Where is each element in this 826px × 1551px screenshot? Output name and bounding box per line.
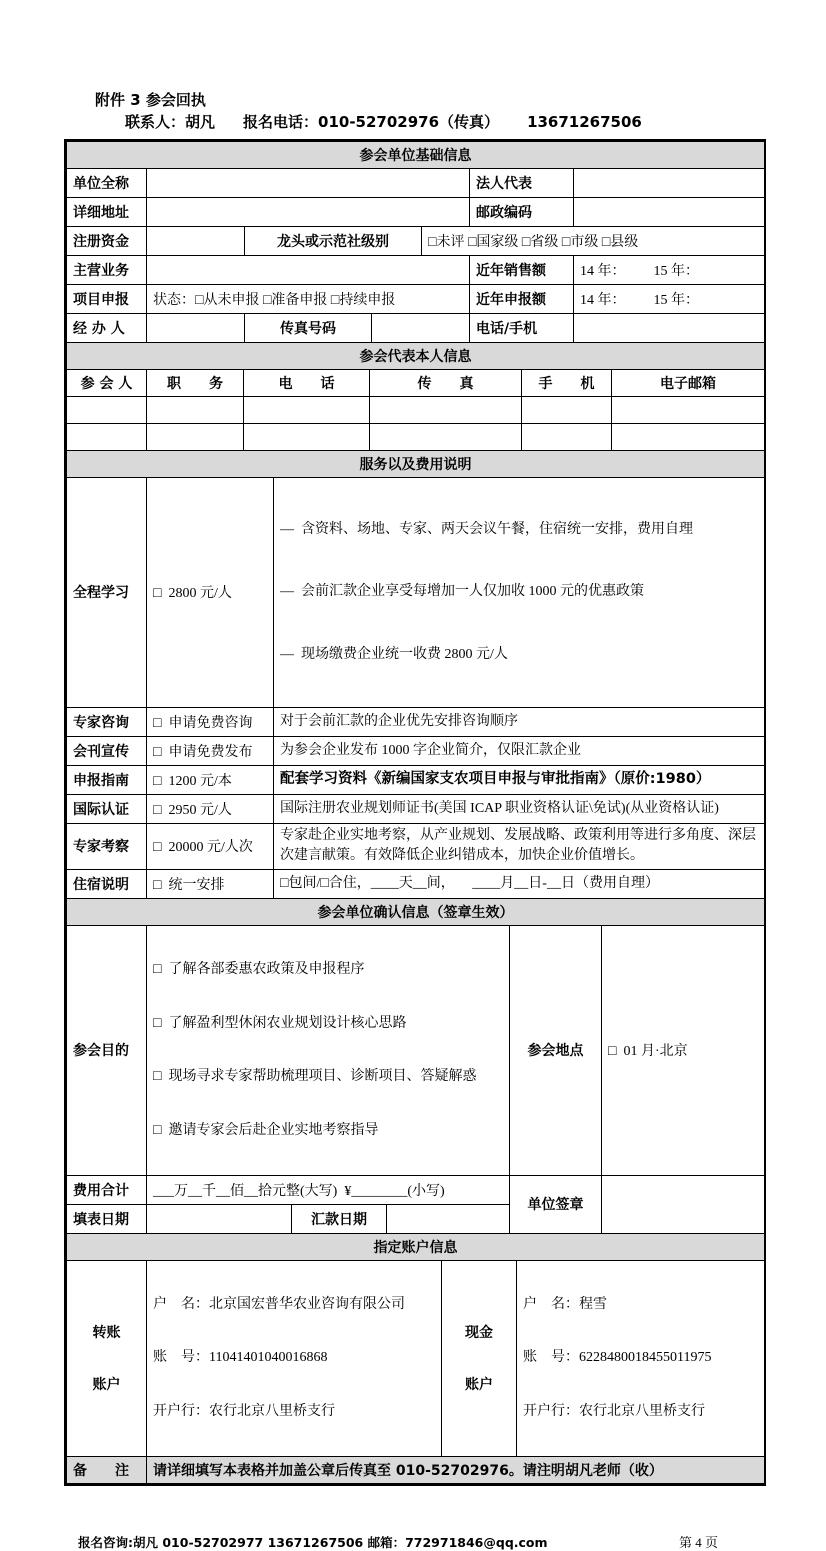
agent-input[interactable] <box>147 313 245 342</box>
delegate-col-name: 参 会 人 <box>67 369 147 396</box>
transfer-account-number: 账 号：11041401040016868 <box>153 1350 328 1366</box>
transfer-account-name: 户 名：北京国宏普华农业咨询有限公司 <box>153 1296 405 1312</box>
delegate1-fax-input[interactable] <box>370 396 522 423</box>
project-status-checkboxes[interactable]: 状态：□从未申报 □准备申报 □持续申报 <box>147 284 470 313</box>
capital-input[interactable] <box>147 226 245 255</box>
capital-label: 注册资金 <box>67 226 147 255</box>
delegate2-phone-input[interactable] <box>244 423 370 450</box>
tel-label: 电话/手机 <box>470 313 574 342</box>
apply-amount-label: 近年申报额 <box>470 284 574 313</box>
service-lodging-desc[interactable]: □包间/□合住，____天__间， ____月__日-__日（费用自理） <box>274 869 765 898</box>
postcode-label: 邮政编码 <box>470 197 574 226</box>
delegate2-position-input[interactable] <box>147 423 244 450</box>
service-consult-checkbox[interactable]: □ 申请免费咨询 <box>147 707 274 736</box>
section-header-basic: 参会单位基础信息 <box>67 141 765 168</box>
venue-checkbox[interactable]: □ 01 月·北京 <box>602 925 765 1175</box>
section-header-delegate: 参会代表本人信息 <box>67 342 765 369</box>
footer-contact-info: 报名咨询:胡凡 010-52702977 13671267506 邮箱：772971846@qq.com <box>78 1534 548 1550</box>
service-study-desc-line2: — 会前汇款企业享受每增加一人仅加收 1000 元的优惠政策 <box>280 584 644 600</box>
service-study-desc-line3: — 现场缴费企业统一收费 2800 元/人 <box>280 646 508 662</box>
cash-account-bank: 开户行：农行北京八里桥支行 <box>523 1404 705 1420</box>
seal-area[interactable] <box>602 1175 765 1233</box>
account-table <box>66 1233 765 1484</box>
total-fee-input[interactable]: ___万__千__佰__拾元整(大写) ¥________(小写) <box>147 1175 510 1204</box>
delegate1-position-input[interactable] <box>147 396 244 423</box>
service-journal-label: 会刊宣传 <box>67 736 147 765</box>
agent-label: 经 办 人 <box>67 313 147 342</box>
purpose-option-3[interactable]: □ 现场寻求专家帮助梳理项目、诊断项目、答疑解惑 <box>153 1069 477 1085</box>
delegate1-mobile-input[interactable] <box>522 396 612 423</box>
service-lodging-checkbox[interactable]: □ 统一安排 <box>147 869 274 898</box>
note-text: 请详细填写本表格并加盖公章后传真至 010-52702976。请注明胡凡老师（收） <box>147 1456 765 1483</box>
tel-input[interactable] <box>574 313 765 342</box>
transfer-account-label-line2: 账户 <box>92 1377 121 1394</box>
section-header-services: 服务以及费用说明 <box>67 450 765 477</box>
delegate2-mobile-input[interactable] <box>522 423 612 450</box>
service-guide-label: 申报指南 <box>67 765 147 794</box>
leader-level-label: 龙头或示范社级别 <box>245 226 422 255</box>
purpose-checkboxes <box>147 925 510 1175</box>
service-journal-desc: 为参会企业发布 1000 字企业简介，仅限汇款企业 <box>274 736 765 765</box>
cash-account-details <box>517 1260 765 1456</box>
address-label: 详细地址 <box>67 197 147 226</box>
address-input[interactable] <box>147 197 470 226</box>
section-header-confirm: 参会单位确认信息（签章生效） <box>67 898 765 925</box>
contact-name: 联系人：胡凡 <box>125 113 216 131</box>
purpose-option-1[interactable]: □ 了解各部委惠农政策及申报程序 <box>153 961 365 977</box>
delegate-col-fax: 传 真 <box>370 369 522 396</box>
seal-label: 单位签章 <box>510 1175 602 1233</box>
venue-label: 参会地点 <box>510 925 602 1175</box>
service-study-desc-line1: — 含资料、场地、专家、两天会议午餐，住宿统一安排，费用自理 <box>280 522 693 538</box>
contact-line <box>125 111 826 134</box>
main-business-input[interactable] <box>147 255 470 284</box>
delegate1-name-input[interactable] <box>67 396 147 423</box>
service-cert-desc: 国际注册农业规划师证书(美国 ICAP 职业资格认证\免试)(从业资格认证) <box>274 794 765 823</box>
leader-level-checkboxes[interactable]: □未评 □国家级 □省级 □市级 □县级 <box>422 226 765 255</box>
transfer-account-label-line1: 转账 <box>92 1325 121 1342</box>
service-guide-desc: 配套学习资料《新编国家支农项目申报与审批指南》（原价:1980） <box>274 765 765 794</box>
confirm-table <box>66 898 765 1234</box>
unit-name-label: 单位全称 <box>67 168 147 197</box>
sales-label: 近年销售额 <box>470 255 574 284</box>
delegate2-name-input[interactable] <box>67 423 147 450</box>
form-date-input[interactable] <box>147 1204 292 1233</box>
cash-account-label-line1: 现金 <box>465 1325 493 1342</box>
registration-form <box>64 139 766 1486</box>
delegate-row-1 <box>67 396 765 423</box>
transfer-account-label <box>67 1260 147 1456</box>
transfer-account-details <box>147 1260 442 1456</box>
fax-input[interactable] <box>372 313 470 342</box>
service-consult-desc: 对于会前汇款的企业优先安排咨询顺序 <box>274 707 765 736</box>
services-table <box>66 450 765 899</box>
delegate1-email-input[interactable] <box>612 396 765 423</box>
remit-date-label: 汇款日期 <box>292 1204 387 1233</box>
delegate-row-2 <box>67 423 765 450</box>
service-study-checkbox[interactable]: □ 2800 元/人 <box>147 477 274 707</box>
fax-label: 传真号码 <box>245 313 372 342</box>
cash-account-label <box>442 1260 517 1456</box>
service-visit-label: 专家考察 <box>67 823 147 869</box>
service-guide-checkbox[interactable]: □ 1200 元/本 <box>147 765 274 794</box>
delegate-col-mobile: 手 机 <box>522 369 612 396</box>
legal-rep-label: 法人代表 <box>470 168 574 197</box>
cash-account-label-line2: 账户 <box>465 1377 493 1394</box>
service-consult-label: 专家咨询 <box>67 707 147 736</box>
delegate-table <box>66 342 765 451</box>
doc-footer <box>78 1532 718 1551</box>
unit-name-input[interactable] <box>147 168 470 197</box>
delegate2-fax-input[interactable] <box>370 423 522 450</box>
phone-label: 报名电话：010-52702976（传真） <box>243 113 500 131</box>
service-lodging-label: 住宿说明 <box>67 869 147 898</box>
service-visit-desc: 专家赴企业实地考察，从产业规划、发展战略、政策利用等进行多角度、深层次建言献策。有效降低企业纠错成本，加快企业价值增长。 <box>274 823 765 869</box>
project-apply-label: 项目申报 <box>67 284 147 313</box>
mobile-number: 13671267506 <box>527 113 642 131</box>
section-header-account: 指定账户信息 <box>67 1233 765 1260</box>
basic-info-table <box>66 141 765 343</box>
total-fee-label: 费用合计 <box>67 1175 147 1204</box>
doc-header <box>0 0 826 134</box>
service-visit-checkbox[interactable]: □ 20000 元/人次 <box>147 823 274 869</box>
service-cert-label: 国际认证 <box>67 794 147 823</box>
delegate2-email-input[interactable] <box>612 423 765 450</box>
remit-date-input[interactable] <box>387 1204 510 1233</box>
cash-account-number: 账 号：6228480018455011975 <box>523 1350 712 1366</box>
postcode-input[interactable] <box>574 197 765 226</box>
main-business-label: 主营业务 <box>67 255 147 284</box>
delegate-col-position: 职 务 <box>147 369 244 396</box>
purpose-label: 参会目的 <box>67 925 147 1175</box>
delegate-col-phone: 电 话 <box>244 369 370 396</box>
purpose-option-4[interactable]: □ 邀请专家会后赴企业实地考察指导 <box>153 1123 379 1138</box>
delegate1-phone-input[interactable] <box>244 396 370 423</box>
service-journal-checkbox[interactable]: □ 申请免费发布 <box>147 736 274 765</box>
service-cert-checkbox[interactable]: □ 2950 元/人 <box>147 794 274 823</box>
cash-account-name: 户 名：程雪 <box>523 1296 607 1312</box>
legal-rep-input[interactable] <box>574 168 765 197</box>
delegate-col-email: 电子邮箱 <box>612 369 765 396</box>
form-date-label: 填表日期 <box>67 1204 147 1233</box>
purpose-option-2[interactable]: □ 了解盈利型休闲农业规划设计核心思路 <box>153 1015 407 1031</box>
service-study-desc <box>274 477 765 707</box>
note-label: 备 注 <box>67 1456 147 1483</box>
attachment-title: 附件 3 参会回执 <box>95 91 206 109</box>
page-number: 第 4 页 <box>678 1534 718 1550</box>
apply-amount-input[interactable]: 14 年： 15 年： <box>574 284 765 313</box>
service-study-label: 全程学习 <box>67 477 147 707</box>
sales-input[interactable]: 14 年： 15 年： <box>574 255 765 284</box>
transfer-account-bank: 开户行：农行北京八里桥支行 <box>153 1404 335 1420</box>
